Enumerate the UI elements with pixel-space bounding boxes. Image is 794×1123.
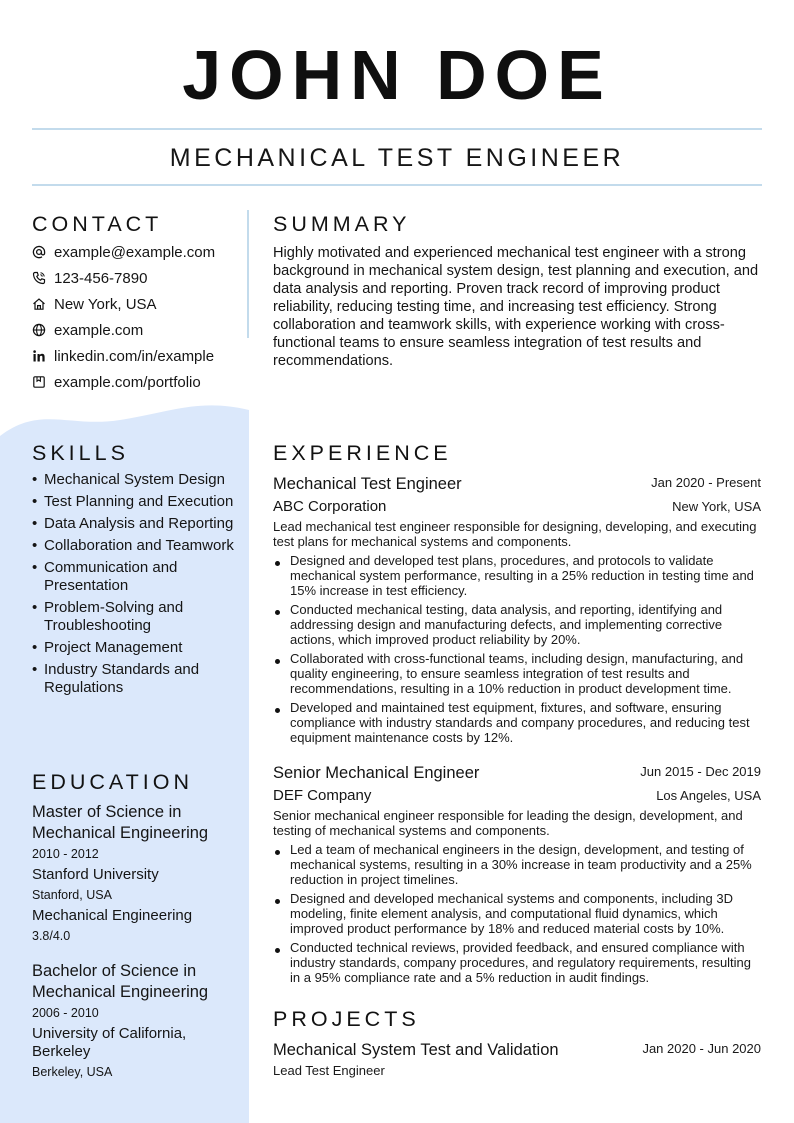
job-bullet: Designed and developed test plans, procedures, and protocols to validate mechanical system performance, resulting in a 25% reduction in testing time and 15% increase in test efficiency.: [273, 553, 763, 598]
contact-linkedin-text: linkedin.com/in/example: [54, 347, 215, 365]
skill-item: • Data Analysis and Reporting: [32, 515, 242, 533]
projects-heading: PROJECTS: [273, 1007, 420, 1031]
skill-item: • Problem-Solving and Troubleshooting: [32, 599, 242, 635]
project-dates: Jan 2020 - Jun 2020: [642, 1041, 761, 1056]
education-school: University of California, Berkeley: [32, 1025, 187, 1060]
job-location: New York, USA: [672, 499, 761, 514]
skill-item: • Test Planning and Execution: [32, 493, 242, 511]
job-title: Senior Mechanical Engineer: [273, 764, 480, 782]
globe-icon: [32, 323, 46, 337]
job-title: Mechanical Test Engineer: [273, 475, 462, 493]
education-degree: Master of Science in Mechanical Engineering: [32, 803, 209, 842]
contact-email[interactable]: [32, 241, 215, 263]
header-divider-top: [32, 128, 762, 130]
project-title: Mechanical System Test and Validation: [273, 1041, 559, 1059]
job-bullet: Developed and maintained test equipment, fixtures, and software, ensuring compliance with industry standards and company procedures, and reducing test equipment maintenance costs by 12%.: [273, 700, 763, 745]
job-location: Los Angeles, USA: [656, 788, 761, 803]
contact-heading: CONTACT: [32, 212, 163, 236]
skill-item: • Mechanical System Design: [32, 471, 242, 489]
education-location: Stanford, USA: [32, 888, 112, 902]
summary-text: Highly motivated and experienced mechanical test engineer with a strong background in mechanical system design, test planning and execution, and data analysis and reporting. Proven track record of improving product reliability, reducing testing time, and increasing test efficiency. Strong collaboration and teamwork skills, with experience working with cross-functional teams to ensure seamless integration of test results and recommendations.: [273, 245, 759, 369]
job-bullet: Led a team of mechanical engineers in the design, development, and testing of mechanical systems, resulting in a 30% increase in team productivity and a 25% reduction in project timelines.: [273, 842, 763, 887]
contact-location: [32, 293, 157, 315]
education-heading: EDUCATION: [32, 770, 194, 794]
education-location: Berkeley, USA: [32, 1065, 113, 1079]
linkedin-icon: [32, 349, 46, 363]
contact-phone[interactable]: [32, 267, 147, 289]
project-role: Lead Test Engineer: [273, 1063, 385, 1078]
contact-location-text: New York, USA: [54, 295, 157, 313]
summary-heading: SUMMARY: [273, 212, 411, 236]
job-dates: Jan 2020 - Present: [651, 475, 761, 490]
job-role-title: MECHANICAL TEST ENGINEER: [169, 144, 625, 172]
skill-item: • Project Management: [32, 639, 242, 657]
education-dates: 2006 - 2010: [32, 1006, 99, 1020]
job-bullet: Collaborated with cross-functional teams, including design, manufacturing, and quality engineering, to ensure seamless integration of test results and recommendations, resulting in a 10% reduction in product development time.: [273, 651, 763, 696]
experience-heading: EXPERIENCE: [273, 441, 452, 465]
job-dates: Jun 2015 - Dec 2019: [640, 764, 761, 779]
skills-list: [32, 471, 242, 701]
contact-website[interactable]: [32, 319, 143, 341]
job-bullets: [273, 553, 763, 749]
portfolio-icon: [32, 375, 46, 389]
candidate-name: JOHN DOE: [182, 36, 612, 114]
contact-portfolio-text: example.com/portfolio: [54, 373, 201, 391]
header-divider-bottom: [32, 184, 762, 186]
at-icon: [32, 245, 46, 259]
contact-linkedin[interactable]: [32, 345, 214, 367]
education-school: Stanford University: [32, 866, 159, 883]
skill-item: • Communication and Presentation: [32, 559, 242, 595]
education-gpa: 3.8/4.0: [32, 929, 71, 943]
contact-phone-text: 123-456-7890: [54, 269, 148, 287]
contact-website-text: example.com: [54, 321, 144, 339]
education-dates: 2010 - 2012: [32, 847, 99, 861]
job-company: ABC Corporation: [273, 498, 387, 515]
column-divider: [247, 210, 249, 338]
home-icon: [32, 297, 46, 311]
contact-email-text: example@example.com: [54, 243, 216, 261]
education-field: Mechanical Engineering: [32, 907, 193, 924]
job-description: Senior mechanical engineer responsible for leading the design, development, and testing of mechanical systems and components.: [273, 808, 743, 838]
job-bullets: [273, 842, 763, 989]
skills-heading: SKILLS: [32, 441, 129, 465]
job-bullet: Conducted technical reviews, provided feedback, and ensured compliance with industry standards, company procedures, and regulatory requirements, resulting in a 95% compliance rate and a 5% reduction in audit findings.: [273, 940, 763, 985]
education-degree: Bachelor of Science in Mechanical Engineering: [32, 962, 209, 1001]
skill-item: • Industry Standards and Regulations: [32, 661, 242, 697]
job-description: Lead mechanical test engineer responsible for designing, developing, and executing test plans for mechanical systems and components.: [273, 519, 757, 549]
phone-icon: [32, 271, 46, 285]
job-company: DEF Company: [273, 787, 372, 804]
job-bullet: Conducted mechanical testing, data analysis, and reporting, identifying and addressing design and manufacturing defects, and implementing corrective actions, which improved product reliability by 20%.: [273, 602, 763, 647]
contact-portfolio[interactable]: [32, 371, 201, 393]
job-bullet: Designed and developed mechanical systems and components, including 3D modeling, finite element analysis, and computational fluid dynamics, which improved product performance by 18% and reduced material costs by 10%.: [273, 891, 763, 936]
skill-item: • Collaboration and Teamwork: [32, 537, 242, 555]
